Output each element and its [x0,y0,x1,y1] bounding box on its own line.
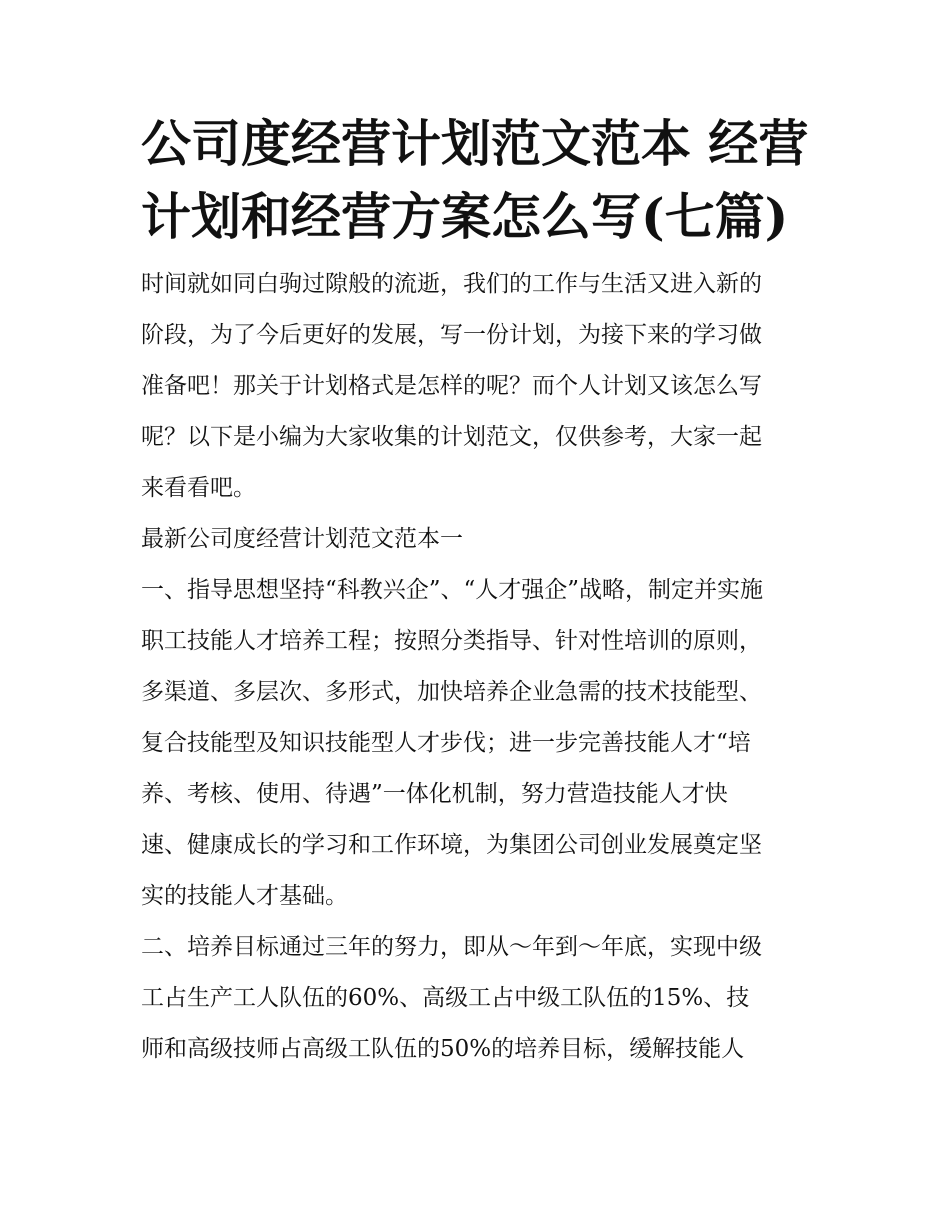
document-body [141,259,813,1075]
section-heading: 最新公司度经营计划范文范本一 [141,526,463,552]
intro-line-4: 呢？以下是小编为大家收集的计划范文，仅供参考，大家一起 [141,424,762,450]
paragraph-2-line-3: 师和高级技师占高级工队伍的50%的培养目标，缓解技能人 [141,1036,745,1062]
document-page [141,112,813,1075]
paragraph-1-line-6: 速、健康成长的学习和工作环境，为集团公司创业发展奠定坚 [141,832,762,858]
paragraph-2-line-2: 工占生产工人队伍的60%、高级工占中级工队伍的15%、技 [141,985,750,1011]
document-title-line-2: 计划和经营方案怎么写(七篇) [141,187,789,246]
intro-line-5: 来看看吧。 [141,475,256,501]
intro-line-2: 阶段，为了今后更好的发展，写一份计划，为接下来的学习做 [141,322,762,348]
intro-line-3: 准备吧！那关于计划格式是怎样的呢？而个人计划又该怎么写 [141,373,762,399]
paragraph-1-line-1: 一、指导思想坚持“科教兴企”、“人才强企”战略，制定并实施 [141,577,764,603]
intro-line-1: 时间就如同白驹过隙般的流逝，我们的工作与生活又进入新的 [141,271,762,297]
paragraph-1-line-3: 多渠道、多层次、多形式，加快培养企业急需的技术技能型、 [141,679,762,705]
paragraph-1-line-7: 实的技能人才基础。 [141,883,348,909]
paragraph-1-line-5: 养、考核、使用、待遇”一体化机制，努力营造技能人才快 [141,781,728,807]
paragraph-2-line-1: 二、培养目标通过三年的努力，即从～年到～年底，实现中级 [141,934,762,960]
document-title-line-1: 公司度经营计划范文范本 经营 [141,114,809,173]
paragraph-1-line-2: 职工技能人才培养工程；按照分类指导、针对性培训的原则， [141,628,762,654]
paragraph-1-line-4: 复合技能型及知识技能型人才步伐；进一步完善技能人才“培 [141,730,751,756]
